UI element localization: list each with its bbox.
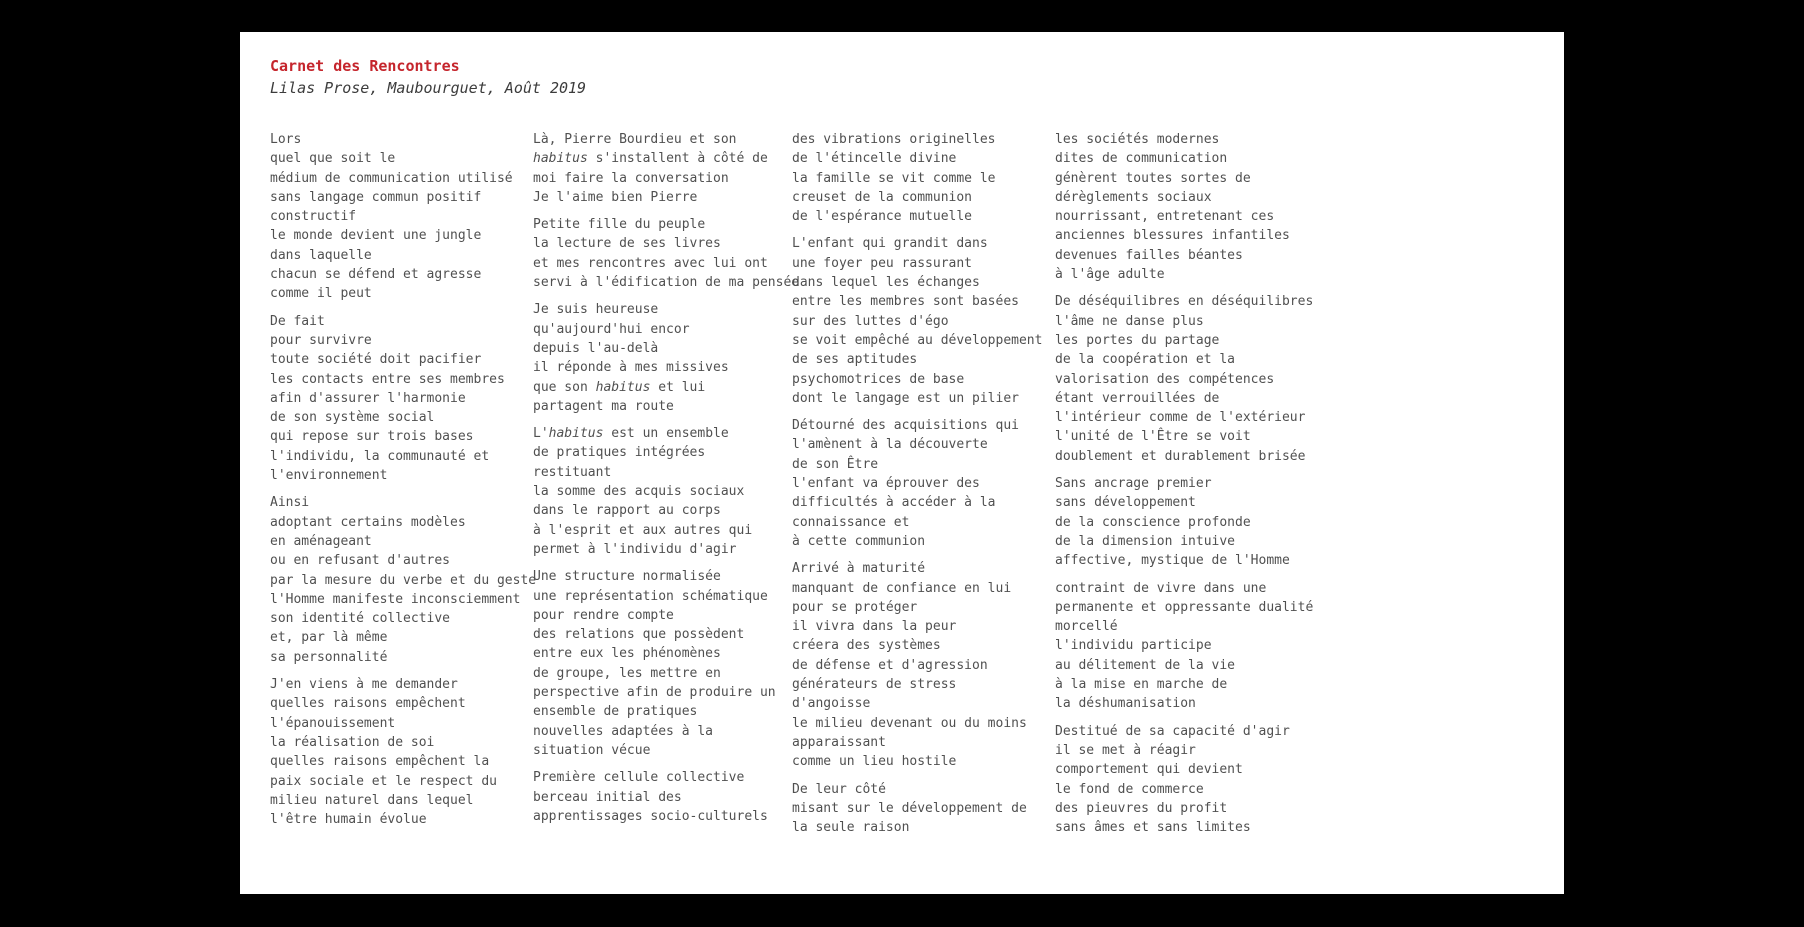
stanza: [1055, 722, 1317, 838]
poem-line: quelles raisons empêchent la: [270, 754, 490, 770]
poem-line: dites de communication: [1055, 151, 1228, 167]
poem-line: médium de communication utilisé: [270, 170, 513, 186]
stanza: [270, 312, 532, 486]
poem-line: qu'aujourd'hui encor: [533, 321, 690, 337]
poem-line: Détourné des acquisitions qui: [792, 418, 1019, 434]
stanza: [1055, 130, 1317, 284]
poem-line: la déshumanisation: [1055, 696, 1196, 712]
poem-line: une représentation schématique: [533, 588, 768, 604]
poem-line: des relations que possèdent: [533, 627, 745, 643]
poem-line: L'habitus est un ensemble: [533, 426, 729, 442]
poem-line: il vivra dans la peur: [792, 619, 957, 635]
poem-line: perspective afin de produire un: [533, 685, 776, 701]
poem-line: chacun se défend et agresse: [270, 267, 482, 283]
poem-line: comme il peut: [270, 286, 372, 302]
poem-line: se voit empêché au développement: [792, 332, 1043, 348]
poem-line: à la mise en marche de: [1055, 677, 1228, 693]
poem-line: entre les membres sont basées: [792, 294, 1019, 310]
poem-line: dont le langage est un pilier: [792, 390, 1019, 406]
poem-line: à l'esprit et aux autres qui: [533, 522, 753, 538]
poem-line: pour se protéger: [792, 599, 918, 615]
poem-line: les sociétés modernes: [1055, 132, 1220, 147]
poem-line: sa personnalité: [270, 649, 388, 665]
poem-line: de groupe, les mettre en: [533, 665, 721, 681]
stanza: [792, 130, 1054, 226]
stanza: [792, 780, 1054, 838]
poem-line: il réponde à mes missives: [533, 360, 729, 376]
poem-line: psychomotrices de base: [792, 371, 965, 387]
stanza: [792, 559, 1054, 771]
poem-line: permanente et oppressante dualité: [1055, 599, 1314, 615]
stanza: [270, 493, 537, 667]
poem-line: la somme des acquis sociaux: [533, 484, 745, 500]
poem-line: Lors: [270, 132, 302, 147]
poem-line: pour rendre compte: [533, 607, 674, 623]
stanza: [533, 768, 795, 826]
stanza: [533, 300, 795, 416]
poem-line: constructif: [270, 209, 357, 225]
poem-line: misant sur le développement de: [792, 800, 1027, 816]
page-subtitle: Lilas Prose, Maubourguet, Août 2019: [270, 79, 587, 97]
poem-line: l'enfant va éprouver des: [792, 476, 980, 492]
poem-line: moi faire la conversation: [533, 170, 729, 186]
poem-line: situation vécue: [533, 742, 651, 758]
poem-line: son identité collective: [270, 611, 451, 627]
poem-line: créera des systèmes: [792, 638, 941, 654]
stanza: [792, 234, 1054, 408]
poem-line: de son Être: [792, 456, 879, 472]
poem-line: Là, Pierre Bourdieu et son: [533, 132, 737, 147]
poem-line: difficultés à accéder à la: [792, 495, 996, 511]
page-title: Carnet des Rencontres: [270, 57, 460, 75]
poem-line: l'unité de l'Être se voit: [1055, 429, 1251, 445]
poem-line: génèrent toutes sortes de: [1055, 170, 1251, 186]
stanza: [270, 130, 532, 304]
poem-line: restituant: [533, 464, 612, 480]
poem-line: à l'âge adulte: [1055, 267, 1165, 283]
poem-line: le fond de commerce: [1055, 781, 1204, 797]
poem-line: dans le rapport au corps: [533, 503, 721, 519]
poem-line: De fait: [270, 313, 325, 329]
poem-line: Je suis heureuse: [533, 302, 659, 318]
poem-line: comme un lieu hostile: [792, 754, 957, 770]
poem-line: nourrissant, entretenant ces: [1055, 209, 1275, 225]
poem-line: servi à l'édification de ma pensée: [533, 275, 800, 291]
poem-line: étant verrouillées de: [1055, 390, 1220, 406]
poem-line: depuis l'au-delà: [533, 340, 659, 356]
poem-line: l'individu participe: [1055, 638, 1212, 654]
poem-line: de la conscience profonde: [1055, 514, 1251, 530]
poem-line: il se met à réagir: [1055, 742, 1196, 758]
poem-line: l'environnement: [270, 468, 388, 484]
poem-line: Je l'aime bien Pierre: [533, 189, 698, 205]
poem-line: toute société doit pacifier: [270, 352, 482, 368]
poem-line: dérèglements sociaux: [1055, 189, 1212, 205]
poem-line: Une structure normalisée: [533, 569, 721, 585]
poem-line: manquant de confiance en lui: [792, 580, 1012, 596]
text-column-2: [533, 130, 800, 834]
stanza: [270, 675, 532, 829]
poem-line: de son système social: [270, 410, 435, 426]
poem-line: valorisation des compétences: [1055, 371, 1275, 387]
poem-line: nouvelles adaptées à la: [533, 723, 714, 739]
poem-line: berceau initial des: [533, 789, 682, 805]
poem-line: anciennes blessures infantiles: [1055, 228, 1290, 244]
poem-line: que son habitus et lui: [533, 379, 706, 395]
poem-line: des pieuvres du profit: [1055, 800, 1228, 816]
poem-line: l'intérieur comme de l'extérieur: [1055, 410, 1306, 426]
poem-line: Destitué de sa capacité d'agir: [1055, 723, 1290, 739]
poem-line: dans laquelle: [270, 247, 372, 263]
poem-line: adoptant certains modèles: [270, 514, 466, 530]
poem-line: la seule raison: [792, 820, 910, 836]
poem-line: sans âmes et sans limites: [1055, 820, 1251, 836]
poem-line: creuset de la communion: [792, 189, 973, 205]
poem-line: De leur côté: [792, 781, 886, 797]
poem-line: dans lequel les échanges: [792, 275, 980, 291]
poem-line: de l'étincelle divine: [792, 151, 957, 167]
poem-line: quel que soit le: [270, 151, 396, 167]
poem-line: d'angoisse: [792, 696, 871, 712]
poem-line: par la mesure du verbe et du geste: [270, 572, 537, 588]
stanza: [533, 567, 795, 760]
text-column-3: [792, 130, 1054, 845]
poem-line: l'âme ne danse plus: [1055, 313, 1204, 329]
stanza: [1055, 292, 1317, 466]
poem-line: connaissance et: [792, 514, 910, 530]
poem-line: l'individu, la communauté et: [270, 448, 490, 464]
poem-line: apparaissant: [792, 734, 886, 750]
poem-line: Arrivé à maturité: [792, 561, 926, 577]
poem-line: sans développement: [1055, 495, 1196, 511]
poem-line: De déséquilibres en déséquilibres: [1055, 294, 1314, 310]
poem-line: apprentissages socio-culturels: [533, 808, 768, 824]
poem-line: l'épanouissement: [270, 715, 396, 731]
stanza: [533, 215, 800, 292]
poem-line: ensemble de pratiques: [533, 704, 698, 720]
poem-line: morcellé: [1055, 619, 1118, 635]
poem-line: J'en viens à me demander: [270, 677, 458, 693]
stanza: [1055, 579, 1317, 714]
poem-line: quelles raisons empêchent: [270, 696, 466, 712]
document-page: [240, 32, 1564, 894]
poem-line: les portes du partage: [1055, 332, 1220, 348]
stanza: [533, 424, 795, 559]
poem-line: devenues failles béantes: [1055, 247, 1243, 263]
poem-line: de la coopération et la: [1055, 352, 1236, 368]
poem-line: milieu naturel dans lequel: [270, 792, 474, 808]
poem-line: comportement qui devient: [1055, 762, 1243, 778]
poem-line: la réalisation de soi: [270, 734, 435, 750]
poem-line: une foyer peu rassurant: [792, 255, 973, 271]
poem-line: le monde devient une jungle: [270, 228, 482, 244]
poem-line: partagent ma route: [533, 398, 674, 414]
poem-line: habitus s'installent à côté de: [533, 151, 768, 167]
poem-line: Première cellule collective: [533, 770, 745, 786]
poem-line: et mes rencontres avec lui ont: [533, 255, 768, 271]
poem-line: sans langage commun positif: [270, 189, 482, 205]
poem-line: entre eux les phénomènes: [533, 646, 721, 662]
poem-line: générateurs de stress: [792, 677, 957, 693]
poem-line: sur des luttes d'égo: [792, 313, 949, 329]
poem-line: en aménageant: [270, 533, 372, 549]
poem-line: qui repose sur trois bases: [270, 429, 474, 445]
poem-line: permet à l'individu d'agir: [533, 541, 737, 557]
poem-line: Ainsi: [270, 495, 310, 511]
poem-line: et, par là même: [270, 630, 388, 646]
poem-line: L'enfant qui grandit dans: [792, 236, 988, 252]
poem-line: la famille se vit comme le: [792, 170, 996, 186]
poem-line: les contacts entre ses membres: [270, 371, 505, 387]
poem-line: le milieu devenant ou du moins: [792, 715, 1027, 731]
stanza: [533, 130, 795, 207]
poem-line: l'amènent à la découverte: [792, 437, 988, 453]
poem-line: des vibrations originelles: [792, 132, 996, 147]
poem-line: contraint de vivre dans une: [1055, 580, 1267, 596]
poem-line: afin d'assurer l'harmonie: [270, 390, 466, 406]
poem-line: de ses aptitudes: [792, 352, 918, 368]
poem-line: de défense et d'agression: [792, 657, 988, 673]
poem-line: pour survivre: [270, 332, 372, 348]
text-column-4: [1055, 130, 1317, 845]
stanza: [1055, 474, 1317, 570]
text-column-1: [270, 130, 537, 837]
poem-line: affective, mystique de l'Homme: [1055, 553, 1290, 569]
poem-line: l'être humain évolue: [270, 812, 427, 828]
poem-line: Sans ancrage premier: [1055, 476, 1212, 492]
poem-line: l'Homme manifeste inconsciemment: [270, 591, 521, 607]
poem-line: doublement et durablement brisée: [1055, 448, 1306, 464]
poem-line: de la dimension intuive: [1055, 533, 1236, 549]
poem-line: paix sociale et le respect du: [270, 773, 497, 789]
poem-line: la lecture de ses livres: [533, 236, 721, 252]
poem-line: de pratiques intégrées: [533, 445, 706, 461]
poem-line: Petite fille du peuple: [533, 217, 706, 233]
poem-line: au délitement de la vie: [1055, 657, 1236, 673]
stanza: [792, 416, 1054, 551]
poem-line: ou en refusant d'autres: [270, 553, 451, 569]
poem-line: à cette communion: [792, 533, 926, 549]
poem-line: de l'espérance mutuelle: [792, 209, 973, 225]
